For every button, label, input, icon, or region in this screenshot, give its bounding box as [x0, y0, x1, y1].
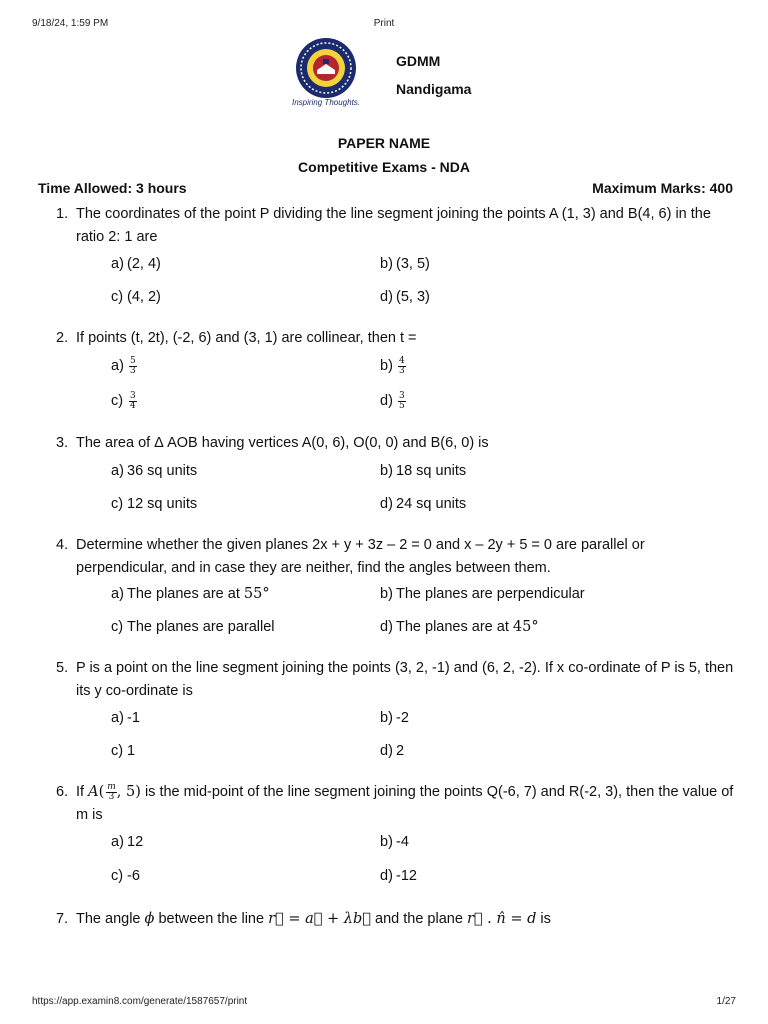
option-label: b)	[380, 834, 393, 850]
question-number: 2.	[56, 330, 69, 346]
question-text: The coordinates of the point P dividing the line segment joining the points A (1, 3) and B(4, 6) in the ratio 2: 1 are	[76, 206, 711, 245]
print-page-count: 1/27	[716, 996, 736, 1007]
print-datetime: 9/18/24, 1:59 PM	[32, 18, 109, 29]
browser-print-footer	[32, 996, 736, 1010]
question-3	[56, 432, 736, 455]
print-url: https://app.examin8.com/generate/1587657/print	[32, 996, 248, 1007]
option-text: (5, 3)	[396, 289, 430, 305]
question-6-option-a	[111, 832, 143, 852]
school-logo	[286, 36, 366, 112]
option-text: The planes are at	[396, 619, 509, 635]
option-text: 1	[127, 743, 136, 759]
math-plane-equation: r⃗ . n̂ = d	[466, 911, 537, 927]
option-text: 18 sq units	[396, 463, 467, 479]
option-label: c)	[111, 289, 124, 305]
math-close-paren: )	[135, 784, 141, 800]
question-2-option-c	[111, 391, 137, 411]
question-6-option-b	[380, 832, 409, 852]
question-4	[56, 534, 736, 580]
question-3-option-c	[111, 494, 197, 514]
option-label: a)	[111, 710, 124, 726]
option-label: d)	[380, 868, 393, 884]
question-1-option-d	[380, 287, 430, 307]
school-name: GDMM	[396, 53, 441, 69]
question-5-option-d	[380, 741, 404, 761]
option-label: a)	[111, 586, 124, 602]
option-text: -12	[396, 868, 417, 884]
question-text: The angle ϕ between the line r⃗ = a⃗ + λb⃗ and the plane r⃗ . n̂ = d is	[76, 911, 551, 927]
question-6-option-c	[111, 866, 140, 886]
question-2-option-d	[380, 391, 406, 411]
math-open-paren: (	[98, 784, 105, 800]
question-1-option-b	[380, 254, 430, 274]
question-text: Determine whether the given planes 2x + y + 3z – 2 = 0 and x – 2y + 5 = 0 are parallel or perpendicular, and in case they are neither, find the angles between them.	[76, 537, 645, 576]
option-math: 45°	[512, 619, 539, 635]
option-label: c)	[111, 496, 124, 512]
question-2-option-b	[380, 356, 406, 376]
print-tab-title: Print	[373, 18, 395, 29]
paper-title: Competitive Exams - NDA	[298, 159, 470, 175]
option-text: 2	[396, 743, 405, 759]
question-3-option-d	[380, 494, 466, 514]
math-phi: ϕ	[144, 911, 155, 927]
option-text: (3, 5)	[396, 256, 430, 272]
question-text: If points (t, 2t), (-2, 6) and (3, 1) are collinear, then t =	[76, 330, 417, 346]
question-text: If A( $\frac{m}{3}$ , 5) is the mid-point of the line segment joining the points Q(-6, 7) and R(-2, 3), then the value of m is	[76, 781, 734, 823]
browser-print-header	[32, 18, 736, 32]
option-label: b)	[380, 710, 393, 726]
question-2-option-a	[111, 356, 137, 376]
option-label: b)	[380, 586, 393, 602]
option-label: c)	[111, 743, 124, 759]
question-6-option-d	[380, 866, 417, 886]
option-text: 24 sq units	[396, 496, 467, 512]
question-number: 4.	[56, 537, 69, 553]
question-3-option-a	[111, 461, 197, 481]
fraction: $\frac{3}{5}$	[399, 390, 405, 411]
option-text: -2	[396, 710, 409, 726]
question-3-option-b	[380, 461, 466, 481]
option-text: (2, 4)	[127, 256, 161, 272]
question-number: 5.	[56, 660, 69, 676]
time-allowed: Time Allowed: 3 hours	[38, 180, 187, 196]
option-label: c)	[111, 619, 124, 635]
question-2	[56, 327, 736, 350]
question-4-option-c	[111, 617, 275, 637]
option-text: -1	[127, 710, 140, 726]
question-text: P is a point on the line segment joining the points (3, 2, -1) and (6, 2, -2). If x co-ordinate of P is 5, then its y co-ordinate is	[76, 660, 734, 699]
option-text: 12 sq units	[127, 496, 198, 512]
option-label: d)	[380, 289, 393, 305]
option-label: a)	[111, 834, 124, 850]
option-math: 55°	[243, 586, 270, 602]
logo-tagline: Inspiring Thoughts.	[291, 98, 361, 107]
fraction: $\frac{m}{3}$	[107, 781, 116, 802]
fraction: $\frac{5}{3}$	[130, 355, 136, 376]
option-text: The planes are parallel	[127, 619, 275, 635]
question-number: 1.	[56, 206, 69, 222]
question-4-option-d	[380, 617, 539, 637]
question-number: 6.	[56, 784, 69, 800]
question-6	[56, 781, 736, 827]
math-tail: , 5	[116, 784, 136, 800]
fraction: $\frac{3}{4}$	[130, 390, 136, 411]
math-line-equation: r⃗ = a⃗ + λb⃗	[268, 911, 371, 927]
question-4-option-b	[380, 584, 585, 604]
option-label: b)	[380, 358, 393, 374]
option-label: a)	[111, 358, 124, 374]
fraction: $\frac{4}{3}$	[399, 355, 405, 376]
question-5-option-a	[111, 708, 140, 728]
school-place: Nandigama	[396, 81, 472, 97]
option-label: d)	[380, 743, 393, 759]
option-text: 36 sq units	[127, 463, 198, 479]
option-text: The planes are perpendicular	[396, 586, 585, 602]
option-label: d)	[380, 393, 393, 409]
option-label: d)	[380, 496, 393, 512]
question-4-option-a	[111, 584, 270, 604]
option-label: c)	[111, 868, 124, 884]
option-label: a)	[111, 256, 124, 272]
question-7	[56, 908, 736, 931]
option-label: c)	[111, 393, 124, 409]
paper-name-label: PAPER NAME	[337, 135, 431, 151]
question-1-option-c	[111, 287, 161, 307]
question-5	[56, 657, 736, 703]
option-text: 12	[127, 834, 144, 850]
option-text: (4, 2)	[127, 289, 161, 305]
option-text: The planes are at	[127, 586, 240, 602]
option-text: -4	[396, 834, 409, 850]
option-label: a)	[111, 463, 124, 479]
question-1	[56, 203, 736, 249]
question-5-option-b	[380, 708, 409, 728]
question-text: The area of Δ AOB having vertices A(0, 6), O(0, 0) and B(6, 0) is	[76, 435, 489, 451]
question-1-option-a	[111, 254, 161, 274]
option-text: -6	[127, 868, 140, 884]
question-5-option-c	[111, 741, 135, 761]
question-number: 7.	[56, 911, 69, 927]
option-label: b)	[380, 256, 393, 272]
option-label: d)	[380, 619, 393, 635]
math-variable: A	[88, 784, 99, 800]
option-label: b)	[380, 463, 393, 479]
maximum-marks: Maximum Marks: 400	[592, 180, 733, 196]
question-number: 3.	[56, 435, 69, 451]
